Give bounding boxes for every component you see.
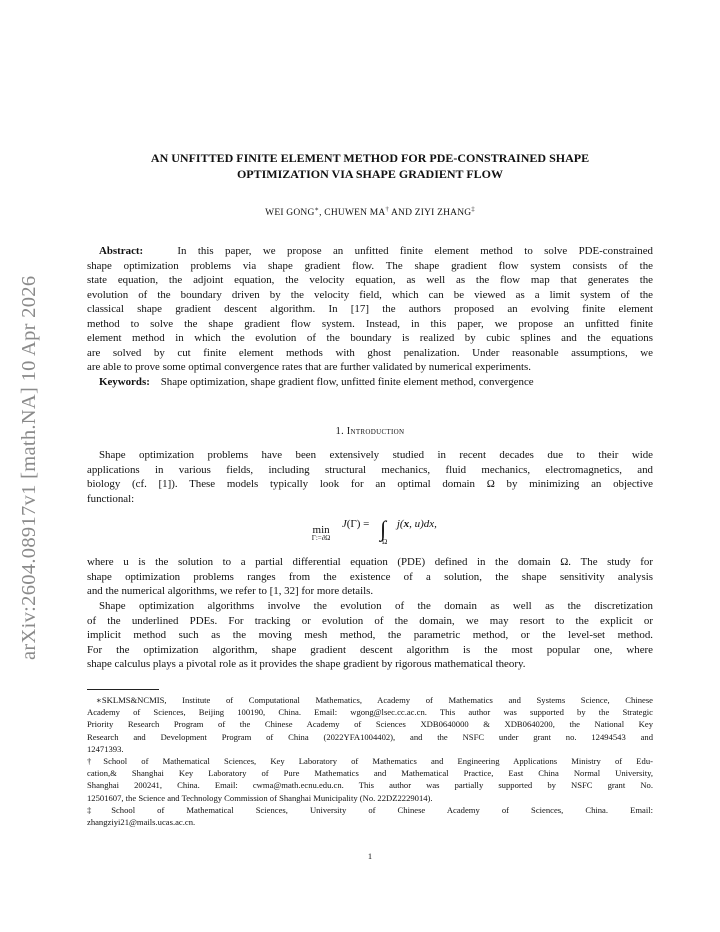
- author-mark-1: ∗: [314, 206, 320, 213]
- keywords-label: Keywords:: [99, 375, 150, 388]
- paragraph-line: shape optimization problems ranges from the existence of a solution, the shape sensitivity analysis: [87, 570, 653, 583]
- objective-equation: [87, 516, 653, 550]
- paragraph-line: applications in various fields, including structural mechanics, fluid mechanics, electromagnetics, and: [87, 463, 653, 476]
- keywords: [87, 375, 653, 390]
- intro-paragraph-3: [87, 599, 653, 672]
- title-line-2: OPTIMIZATION VIA SHAPE GRADIENT FLOW: [236, 167, 504, 181]
- abstract-line-text: In this paper, we propose an unfitted finite element method to solve PDE-constrained: [177, 245, 653, 257]
- paragraph-line: functional:: [87, 492, 135, 505]
- abstract-line: classical shape gradient descent algorithm. In [17] the authors proposed an evolving finite element: [87, 303, 653, 315]
- footnote-line: 12501607, the Science and Technology Commission of Shanghai Municipality (No. 22DZ2229014).: [87, 792, 433, 803]
- integral-operator: [372, 516, 394, 546]
- paragraph-line: implicit method such as the moving mesh method, the parametric method, or the level-set method.: [87, 629, 653, 641]
- author-ma: , CHUWEN MA: [319, 208, 386, 219]
- section-title: Introduction: [346, 426, 405, 437]
- min-symbol: min: [312, 524, 330, 536]
- abstract-line: [87, 244, 653, 259]
- integrand-rest: , u)dx,: [409, 518, 437, 530]
- author-zhang: AND ZIYI ZHANG: [388, 208, 472, 219]
- footnote-line: Shanghai 200241, China. Email: cwma@math.ecnu.edu.cn. This author was partially supported by NSFC grant No.: [87, 780, 653, 791]
- footnote-line: zhangziyi21@mails.ucas.ac.cn.: [87, 817, 196, 828]
- paragraph-line: Shape optimization problems have been extensively studied in recent decades due to their wide: [99, 449, 653, 461]
- footnote-line: †School of Mathematical Sciences, Key Laboratory of Mathematics and Engineering Applications Ministry of Edu-: [87, 756, 653, 767]
- footnotes: [87, 694, 653, 828]
- abstract-line: state equation, the adjoint equation, the velocity equation, as well as the flow map that generates the: [87, 274, 653, 286]
- author-list: [87, 205, 653, 218]
- footnote-line: ‡School of Mathematical Sciences, University of Chinese Academy of Sciences, China. Email:: [87, 804, 653, 815]
- footnote-line: cation,& Shanghai Key Laboratory of Pure Mathematics and Mathematical Practice, East China Normal University,: [87, 768, 653, 779]
- equation-lhs: J(Γ) =: [341, 518, 370, 530]
- title-line-1: AN UNFITTED FINITE ELEMENT METHOD FOR PDE-CONSTRAINED SHAPE: [150, 151, 590, 165]
- author-mark-3: ‡: [471, 206, 475, 213]
- abstract-line: element method in which the evolution of the boundary is realized by cubic splines and the equations: [87, 332, 653, 344]
- integrand-j: j(: [396, 518, 404, 530]
- abstract: [87, 244, 653, 389]
- integrand: [397, 518, 437, 530]
- footnote-line: Academy of Sciences, Beijing 100190, China. Email: wgong@lsec.cc.ac.cn. This author was supported by the Strategic: [87, 707, 653, 718]
- arxiv-identifier-stamp: arXiv:2604.08917v1 [math.NA] 10 Apr 2026: [18, 275, 40, 660]
- abstract-line: method to solve the shape gradient flow system. Instead, in this paper, we propose an unfitted finite: [87, 317, 653, 330]
- section-heading: [87, 426, 653, 437]
- author-mark-2: †: [385, 206, 389, 213]
- integral-domain: Ω: [382, 538, 388, 546]
- min-constraint: Γ:=∂Ω: [311, 534, 331, 542]
- paragraph-line: Shape optimization algorithms involve the evolution of the domain as well as the discretization: [99, 600, 653, 612]
- section-number: 1.: [335, 426, 344, 437]
- integrand-x: x: [403, 518, 410, 530]
- footnote-divider: [87, 689, 159, 690]
- footnote-line: Priority Research Program of the Chinese Academy of Sciences XDB0640000 & XDB0640200, the National Key: [87, 719, 653, 730]
- paragraph-line: For the optimization algorithm, shape gradient descent algorithm is the most popular one, where: [87, 643, 653, 656]
- footnote-line: ∗SKLMS&NCMIS, Institute of Computational Mathematics, Academy of Mathematics and Systems Science, Chinese: [96, 695, 653, 705]
- intro-paragraph-2: [87, 555, 653, 599]
- abstract-line: are solved by cut finite element methods with ghost penalization. Under reasonable assumptions, we: [87, 346, 653, 359]
- abstract-line: shape optimization problems via shape gradient flow. The shape gradient flow system consists of the: [87, 259, 653, 272]
- paragraph-line: shape calculus plays a pivotal role as it provides the shape gradient by rigorous mathematical theory.: [87, 658, 526, 670]
- abstract-line: are able to prove some optimal convergence rates that are further validated by numerical experiments.: [87, 361, 532, 373]
- paragraph-line: and the numerical algorithms, we refer to [1, 32] for more details.: [87, 585, 374, 597]
- author-gong: WEI GONG: [265, 208, 315, 219]
- paragraph-line: of the underlined PDEs. For tracking or evolution of the domain, we may resort to the explicit or: [87, 614, 653, 627]
- paragraph-line: where u is the solution to a partial differential equation (PDE) defined in the domain Ω. The study for: [87, 556, 653, 568]
- paper-title: [87, 150, 653, 182]
- abstract-line: evolution of the boundary driven by the velocity field, which can be viewed as a limit system of the: [87, 288, 653, 301]
- integral-symbol: ∫: [380, 516, 387, 541]
- paragraph-line: biology (cf. [1]). These models typically look for an optimal domain Ω by minimizing an objective: [87, 478, 653, 490]
- intro-paragraph-1: [87, 448, 653, 506]
- footnote-line: Research and Development Program of China (2022YFA1004402), and the NSFC under grant no. 12494543 and: [87, 731, 653, 742]
- abstract-label: Abstract:: [99, 245, 144, 257]
- footnote-line: 12471393.: [87, 743, 124, 754]
- min-operator: [303, 524, 339, 542]
- page-number: 1: [367, 851, 373, 861]
- keywords-text: Shape optimization, shape gradient flow, unfitted finite element method, convergence: [160, 375, 534, 388]
